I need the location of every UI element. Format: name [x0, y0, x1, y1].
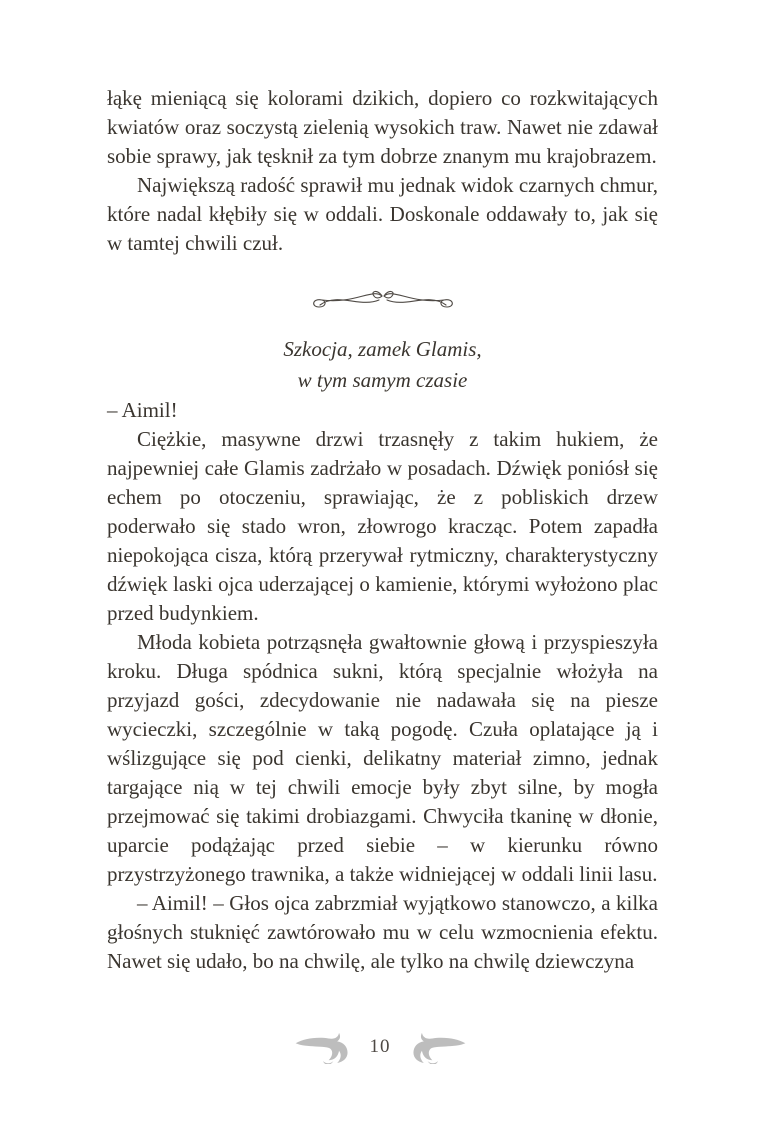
- dialog-paragraph: – Aimil!: [107, 398, 178, 422]
- section-divider: [107, 280, 658, 316]
- page-text-column: [107, 84, 658, 976]
- calligraphic-flourish-icon: [308, 281, 458, 315]
- scene-heading: [107, 334, 658, 396]
- body-paragraph: Ciężkie, masywne drzwi trzasnęły z takim hukiem, że najpewniej całe Glamis zadrżało w posadach. Dźwięk poniósł się echem po otoczeniu, sprawiając, że z pobliskich drzew poderwało się stado wron, złowrogo kracząc. Potem zapadła niepokojąca cisza, którą przerywał rytmiczny, charakterystyczny dźwięk laski ojca uderzającej o kamienie, którymi wyłożono plac przed budynkiem.: [107, 427, 658, 625]
- scene-heading-line: Szkocja, zamek Glamis,: [283, 337, 482, 361]
- scene-heading-line: w tym samym czasie: [297, 368, 468, 392]
- body-paragraph: łąkę mieniącą się kolorami dzikich, dopiero co rozkwitających kwiatów oraz soczystą zielenią wysokich traw. Nawet nie zdawał sobie sprawy, jak tęsknił za tym dobrze znanym mu krajobrazem.: [107, 86, 658, 168]
- footer-flourish-right-icon: [409, 1030, 467, 1064]
- body-paragraph: Młoda kobieta potrząsnęła gwałtownie głową i przyspieszyła kroku. Długa spódnica sukni, którą specjalnie włożyła na przyjazd gości, zdecydowanie nie nadawała się na piesze wycieczki, szczególnie w taką pogodę. Czuła oplatające ją i wślizgujące się pod cienki, delikatny materiał zimno, jednak targające nią w tej chwili emocje były zbyt silne, by mogła przejmować się takimi drobiazgami. Chwyciła tkaninę w dłonie, uparcie podążając przed siebie – w kierunku równo przystrzyżonego trawnika, a także widniejącej w oddali linii lasu.: [107, 630, 658, 886]
- page-footer: [0, 1030, 760, 1064]
- page-number: 10: [369, 1036, 391, 1057]
- dialog-paragraph: – Aimil! – Głos ojca zabrzmiał wyjątkowo stanowczo, a kilka głośnych stuknięć zawtórowało mu w celu wzmocnienia efektu. Nawet się udało, bo na chwilę, ale tylko na chwilę dziewczyna: [107, 891, 658, 973]
- body-paragraph: Największą radość sprawił mu jednak widok czarnych chmur, które nadal kłębiły się w oddali. Doskonale oddawały to, jak się w tamtej chwili czuł.: [107, 173, 658, 255]
- footer-flourish-left-icon: [294, 1030, 352, 1064]
